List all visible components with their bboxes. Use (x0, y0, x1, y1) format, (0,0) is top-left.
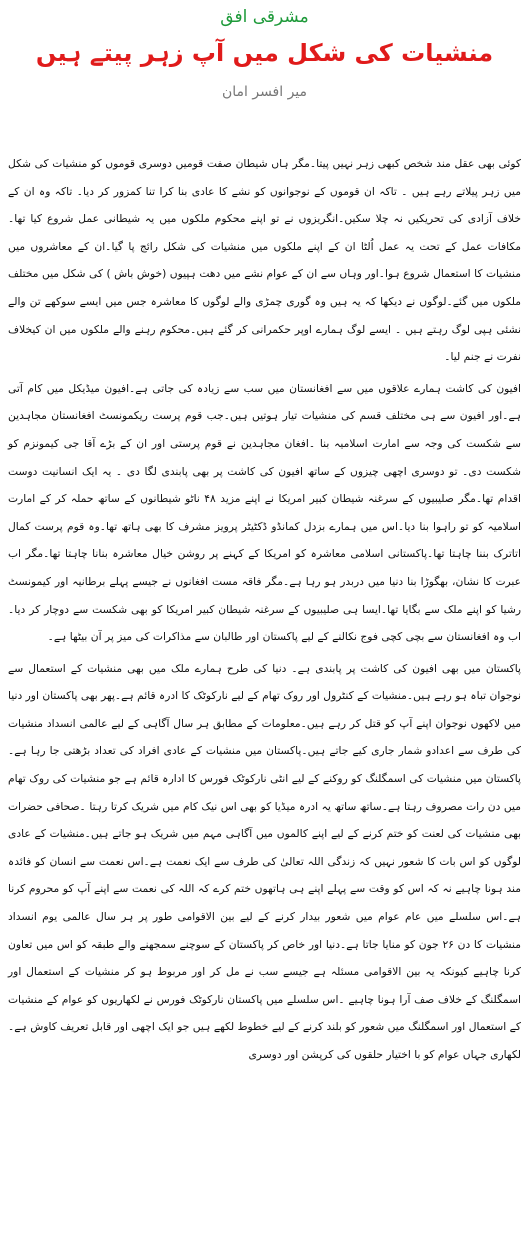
article-headline: منشیات کی شکل میں آپ زہر پیتے ہیں (35, 39, 494, 67)
article-paragraph: کوئی بھی عقل مند شخص کبھی زہر نہیں پیتا۔مگر ہاں شیطان صفت قومیں دوسری قوموں کو منشیات کی شکل میں زہر پیلاتے رہے ہیں ۔ تاکہ ان قوموں کے نوجوانوں کو نشے کا عادی بنا کرا تنا کمزور کر دیا۔ تاکہ وہ ان کے خلاف آزادی کی تحریکیں نہ چلا سکیں۔انگریزوں نے تو اپنے محکوم ملکوں میں یہ شیطانی عمل شروع کیا تھا۔مکافات عمل کے تحت یہ عمل اُلٹا ان کے اپنے ملکوں میں منشیات کی شکل رائج پا گیا۔ان کے معاشروں میں منشیات کا استعمال شروع ہوا۔اور وہاں سے ان کے عوام نشے میں دھت ہپیوں (خوش باش ) کی شکل میں مختلف ملکوں میں گئے۔لوگوں نے دیکھا کہ یہ ہیں وہ گوری چمڑی والے لوگوں کا معاشرہ جس میں ایسے سوکھے تن والے نشئی ہپی لوگ رہتے ہیں ۔ ایسے لوگ ہمارے اوپر حکمرانی کر گئے ہیں۔محکوم رہنے والے ملکوں میں ان کیخلاف نفرت نے جنم لیا۔ (8, 157, 521, 364)
article-header (0, 0, 529, 102)
article-paragraph: افیون کی کاشت ہمارے علاقوں میں سے افغانستان میں سب سے زیادہ کی جاتی ہے۔افیون میڈیکل میں کام آتی ہے۔اور افیون سے ہی مختلف قسم کی منشیات تیار ہوتیں ہیں۔جب قوم پرست ریکمونسٹ افغانستان مجاہدین سے شکست کی وجہ سے امارت اسلامیہ بنا ۔افغان مجاہدین نے قوم پرستی اور ان کے بڑے آقا جی کیمونزم کو شکست دی۔ تو دوسری اچھی چیزوں کے ساتھ افیون کی کاشت پر بھی پابندی لگا دی ۔ یہ ایک انسانیت دوست اقدام تھا۔مگر صلیبیوں کے سرغنہ شیطان کبیر امریکا نے اپنے مزید ۴۸ ناٹو شیطانوں کے ساتھ حملہ کر کے امارت اسلامیہ کو تو راہوا بنا دیا۔اس میں ہمارے بزدل کمانڈو ڈکٹیٹر پرویز مشرف کا بھی ہاتھ تھا۔وہ قوم پرست کمال اتاترک بننا چاہتا تھا۔پاکستانی اسلامی معاشرہ کو امریکا کے کہنے پر روشن خیال معاشرہ بنانا چاہتا تھا۔مگر اب عبرت کا نشان، بھگوڑا بنا دنیا میں دربدر ہو رہا ہے۔مگر فاقہ مست افغانوں نے جیسے پہلے برطانیہ اور کیمونسٹ رشیا کو اپنے ملک سے بگایا تھا۔ایسا ہی صلیبیوں کے سرغنہ شیطان کبیر امریکا کو بھی شکست سے دوچار کر دیا۔اب وہ افغانستان سے بچی کچی فوج نکالنے کے لیے پاکستان اور طالبان سے مذاکرات کی میز پر آن بیٹھا ہے۔ (8, 381, 522, 644)
column-name: مشرقی افق (220, 7, 309, 27)
article-body (8, 150, 521, 1073)
author-name: میر افسر امان (221, 84, 308, 100)
article-paragraph: پاکستان میں بھی افیون کی کاشت پر پابندی ہے۔ دنیا کی طرح ہمارے ملک میں بھی منشیات کے استعمال سے نوجوان تباہ ہو رہے ہیں۔منشیات کے کنٹرول اور روک تھام کے لیے نارکوٹک کا ادرہ قائم ہے۔پھر بھی پاکستان اور دنیا میں لاکھوں نوجوان اپنے آپ کو قتل کر رہے ہیں۔معلومات کے مطابق ہر سال آگاہی کے لیے عالمی انسداد منشیات کی طرف سے اعدادو شمار جاری کیے جاتے ہیں۔پاکستان میں منشیات کے عادی افراد کی تعداد بڑھتی جا رہا ہے۔ پاکستان میں منشیات کی اسمگلنگ کو روکنے کے لیے انٹی نارکوٹک فورس کا ادارہ قائم ہے جو منشیات کی روک تھام میں دن رات مصروف رہتا ہے۔ساتھ ساتھ یہ ادرہ میڈیا کو بھی اس نیک کام میں شریک کرتا رہتا ۔صحافی حضرات بھی منشیات کی لعنت کو ختم کرنے کے لیے اپنے کالموں میں آگاہی مہم میں شریک ہو جاتے ہیں۔منشیات کے عادی لوگوں کو اس بات کا شعور نہیں کہ زندگی اللہ تعالیٰ کی طرف سے ایک نعمت ہے۔اس نعمت سے انسان کو فائدہ مند ہونا چاہیے نہ کہ اس کو وقت سے پہلے اپنے ہی ہاتھوں ختم کرے کہ اللہ کی نعمت سے اپنے آپ کو محروم کرنا ہے۔اس سلسلے میں عام عوام میں شعور بیدار کرنے کے لیے بین الاقوامی طور پر ہر سال عالمی یوم انسداد منشیات کا دن ۲۶ جون کو منایا جاتا ہے۔دنیا اور خاص کر پاکستان کے سوچنے سمجھنے والے طبقہ کو اس میں تعاون کرنا چاہیے کیونکہ یہ بین الاقوامی مسئلہ ہے جیسے سب نے مل کر اور مربوط ہو کر منشیات کے استعمال اور اسمگلنگ کے خلاف صف آرا ہونا چاہیے ۔اس سلسلے میں پاکستان نارکوٹک فورس نے لکھاریوں کو عوام کے منشیات کے استعمال اور اسمگلنگ میں شعور کو بلند کرنے کے لیے خطوط لکھے ہیں جو ایک اچھی اور قابل تعریف کاوش ہے۔لکھاری جہاں عوام کو با اختیار حلقوں کی کرپشن اور دوسری (8, 661, 521, 1061)
